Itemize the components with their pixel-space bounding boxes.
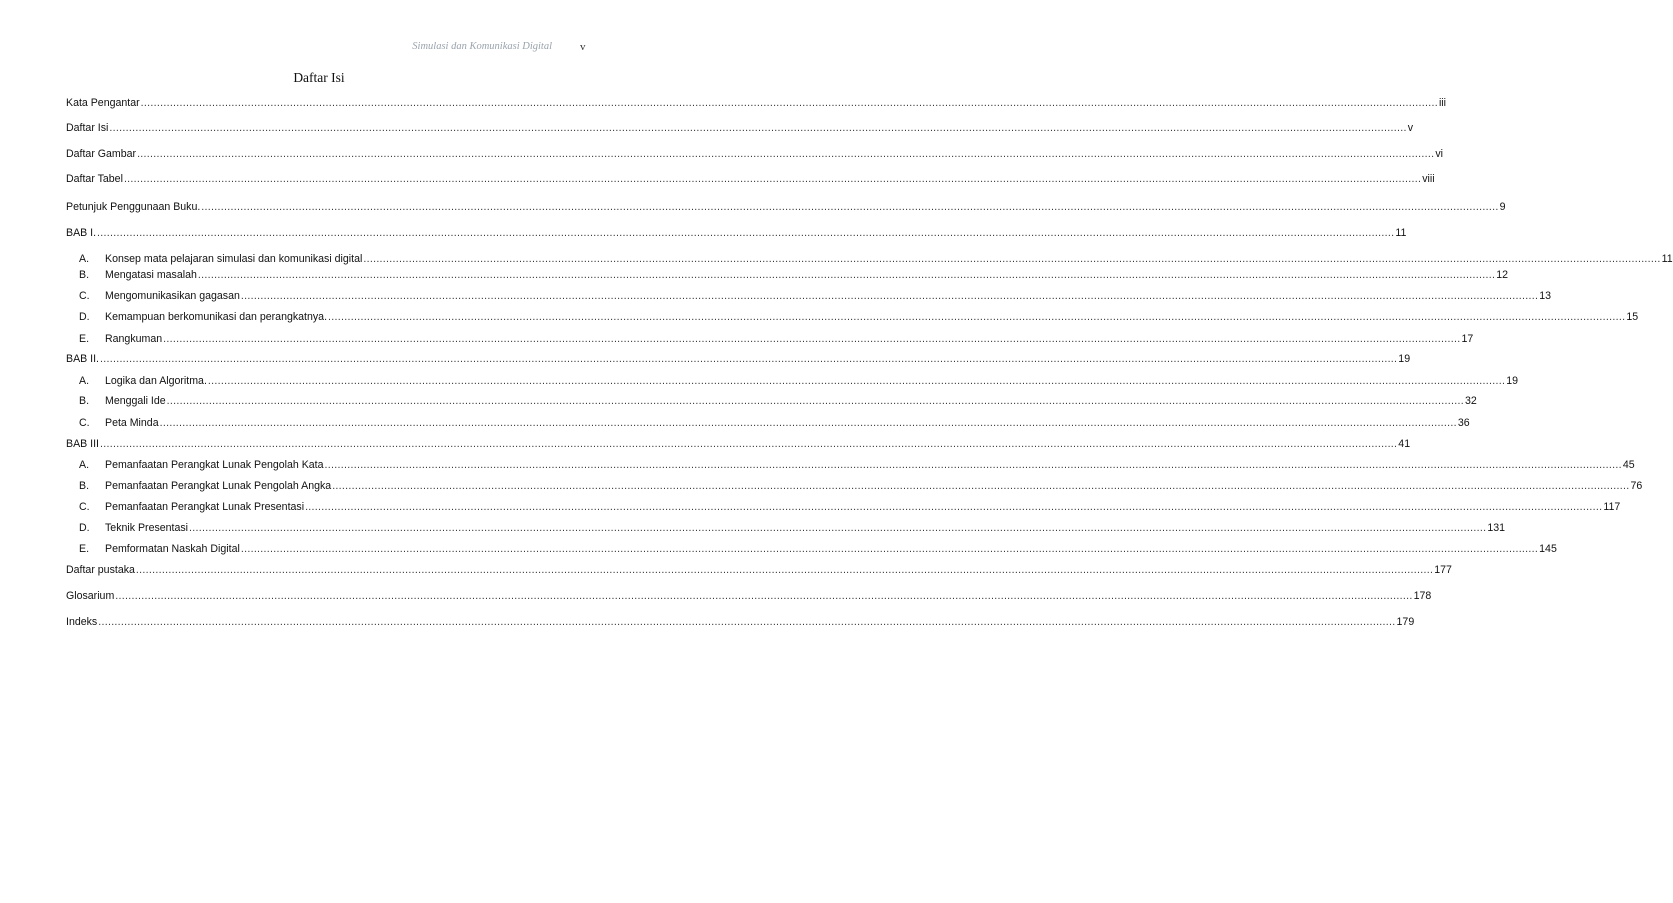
- toc-entry[interactable]: [79, 479, 1643, 493]
- header-book-title: Simulasi dan Komunikasi Digital: [412, 41, 552, 52]
- toc-entry[interactable]: [79, 310, 1639, 324]
- toc-entry-label: Logika dan Algoritma.: [105, 375, 207, 387]
- toc-dot-leader: ................................................................................................................................................................................................................................................................................................................................................................................................................: [197, 269, 1496, 281]
- toc-entry-page: 19: [1506, 375, 1518, 387]
- toc-entry-page: 17: [1461, 333, 1474, 345]
- toc-entry[interactable]: [66, 147, 1444, 161]
- toc-entry-page: 19: [1398, 353, 1411, 365]
- toc-entry[interactable]: [66, 200, 1506, 214]
- toc-dot-leader: ................................................................................................................................................................................................................................................................................................................................................................................................................: [240, 290, 1539, 302]
- toc-entry[interactable]: [66, 589, 1432, 603]
- toc-entry[interactable]: [79, 332, 1474, 346]
- toc-entry[interactable]: [66, 226, 1407, 240]
- toc-entry-number: B.: [79, 395, 90, 407]
- toc-entry-page: 11: [1395, 227, 1407, 239]
- toc-entry[interactable]: [79, 542, 1557, 556]
- toc-entry-number: A.: [79, 253, 90, 265]
- toc-entry[interactable]: [79, 521, 1506, 535]
- toc-entry[interactable]: [66, 121, 1413, 135]
- toc-entry-label: Konsep mata pelajaran simulasi dan komunikasi digital: [105, 253, 363, 265]
- toc-entry[interactable]: [66, 615, 1415, 629]
- running-header: [0, 41, 638, 55]
- toc-dot-leader: ................................................................................................................................................................................................................................................................................................................................................................................................................: [115, 590, 1413, 602]
- toc-dot-leader: ................................................................................................................................................................................................................................................................................................................................................................................................................: [97, 227, 1395, 239]
- toc-dot-leader: ................................................................................................................................................................................................................................................................................................................................................................................................................: [163, 333, 1461, 345]
- toc-entry-page: 36: [1457, 417, 1470, 429]
- toc-entry[interactable]: [79, 458, 1635, 472]
- toc-entry-page: 15: [1626, 311, 1639, 323]
- toc-entry-label: Kemampuan berkomunikasi dan perangkatnya.: [105, 311, 328, 323]
- toc-entry-label: Glosarium: [66, 590, 115, 602]
- toc-entry-label: BAB II.: [66, 353, 99, 365]
- toc-entry[interactable]: [79, 416, 1470, 430]
- toc-entry-label: Rangkuman: [105, 333, 163, 345]
- toc-entry-number: A.: [79, 375, 90, 387]
- toc-entry-label: Pemanfaatan Perangkat Lunak Pengolah Kata: [105, 459, 324, 471]
- toc-entry-label: Menggali Ide: [105, 395, 166, 407]
- toc-entry-label: Daftar Tabel: [66, 173, 123, 185]
- toc-entry-page: 131: [1487, 522, 1506, 534]
- toc-entry-page: 117: [1603, 501, 1621, 513]
- toc-dot-leader: ................................................................................................................................................................................................................................................................................................................................................................................................................: [305, 501, 1603, 513]
- toc-entry[interactable]: [66, 172, 1435, 186]
- toc-entry-number: B.: [79, 269, 90, 281]
- toc-dot-leader: ................................................................................................................................................................................................................................................................................................................................................................................................................: [140, 97, 1438, 109]
- toc-entry-page: v: [1407, 122, 1413, 134]
- toc-entry-number: D.: [79, 522, 90, 534]
- toc-entry-label: Teknik Presentasi: [105, 522, 189, 534]
- toc-dot-leader: ................................................................................................................................................................................................................................................................................................................................................................................................................: [99, 438, 1398, 450]
- toc-entry-label: Kata Pengantar: [66, 97, 140, 109]
- toc-dot-leader: ................................................................................................................................................................................................................................................................................................................................................................................................................: [159, 417, 1457, 429]
- toc-entry-label: Peta Minda: [105, 417, 159, 429]
- toc-entry-label: Indeks: [66, 616, 98, 628]
- toc-entry-page: viii: [1422, 173, 1435, 185]
- toc-entry-label: Daftar pustaka: [66, 564, 135, 576]
- toc-dot-leader: ................................................................................................................................................................................................................................................................................................................................................................................................................: [109, 122, 1407, 134]
- toc-entry-page: 178: [1413, 590, 1432, 602]
- toc-dot-leader: ................................................................................................................................................................................................................................................................................................................................................................................................................: [332, 480, 1630, 492]
- toc-entry-page: vi: [1435, 148, 1444, 160]
- toc-dot-leader: ................................................................................................................................................................................................................................................................................................................................................................................................................: [137, 148, 1435, 160]
- toc-entry-number: C.: [79, 290, 90, 302]
- toc-entry-page: 32: [1464, 395, 1477, 407]
- toc-dot-leader: ................................................................................................................................................................................................................................................................................................................................................................................................................: [98, 616, 1396, 628]
- toc-dot-leader: ................................................................................................................................................................................................................................................................................................................................................................................................................: [207, 375, 1506, 387]
- toc-entry-label: BAB I.: [66, 227, 97, 239]
- toc-entry[interactable]: [79, 394, 1477, 408]
- toc-entry[interactable]: [66, 352, 1411, 366]
- toc-entry-number: C.: [79, 501, 90, 513]
- toc-dot-leader: ................................................................................................................................................................................................................................................................................................................................................................................................................: [123, 173, 1422, 185]
- toc-entry[interactable]: [66, 96, 1446, 110]
- toc-dot-leader: ................................................................................................................................................................................................................................................................................................................................................................................................................: [363, 253, 1661, 265]
- toc-entry[interactable]: [66, 437, 1411, 451]
- toc-entry-number: B.: [79, 480, 90, 492]
- toc-entry-label: Mengatasi masalah: [105, 269, 197, 281]
- toc-entry-page: 41: [1398, 438, 1411, 450]
- toc-dot-leader: ................................................................................................................................................................................................................................................................................................................................................................................................................: [166, 395, 1464, 407]
- toc-dot-leader: ................................................................................................................................................................................................................................................................................................................................................................................................................: [240, 543, 1539, 555]
- toc-entry-page: 179: [1396, 616, 1415, 628]
- toc-entry-label: Petunjuk Penggunaan Buku.: [66, 201, 201, 213]
- toc-entry-page: 145: [1539, 543, 1557, 555]
- toc-entry-label: Daftar Isi: [66, 122, 109, 134]
- toc-entry-label: Pemanfaatan Perangkat Lunak Pengolah Angka: [105, 480, 332, 492]
- toc-entry[interactable]: [79, 289, 1551, 303]
- toc-dot-leader: ................................................................................................................................................................................................................................................................................................................................................................................................................: [324, 459, 1622, 471]
- toc-entry[interactable]: [66, 563, 1452, 577]
- toc-entry-number: C.: [79, 417, 90, 429]
- toc-dot-leader: ................................................................................................................................................................................................................................................................................................................................................................................................................: [201, 201, 1499, 213]
- toc-entry-number: D.: [79, 311, 90, 323]
- toc-entry[interactable]: [79, 500, 1621, 514]
- toc-entry-number: A.: [79, 459, 90, 471]
- toc-entry-number: E.: [79, 333, 90, 345]
- toc-dot-leader: ................................................................................................................................................................................................................................................................................................................................................................................................................: [135, 564, 1434, 576]
- toc-entry-page: 12: [1496, 269, 1508, 281]
- toc-entry-label: Pemanfaatan Perangkat Lunak Presentasi: [105, 501, 305, 513]
- toc-title: Daftar Isi: [293, 70, 345, 85]
- toc-dot-leader: ................................................................................................................................................................................................................................................................................................................................................................................................................: [328, 311, 1626, 323]
- toc-dot-leader: ................................................................................................................................................................................................................................................................................................................................................................................................................: [189, 522, 1487, 534]
- toc-entry-number: E.: [79, 543, 90, 555]
- toc-entry-page: 45: [1622, 459, 1635, 471]
- toc-entry-page: 9: [1499, 201, 1506, 213]
- header-page-number: v: [580, 41, 586, 53]
- toc-entry-page: iii: [1438, 97, 1446, 109]
- toc-entry-page: 11: [1661, 253, 1673, 265]
- toc-entry-label: BAB III: [66, 438, 99, 450]
- toc-dot-leader: ................................................................................................................................................................................................................................................................................................................................................................................................................: [99, 353, 1398, 365]
- toc-entry-label: Pemformatan Naskah Digital: [105, 543, 240, 555]
- toc-entry-page: 13: [1539, 290, 1551, 302]
- toc-entry-page: 76: [1630, 480, 1643, 492]
- toc-entry-label: Daftar Gambar: [66, 148, 137, 160]
- toc-entry-page: 177: [1434, 564, 1452, 576]
- toc-entry[interactable]: [79, 374, 1518, 388]
- toc-entry[interactable]: [79, 268, 1508, 282]
- toc-entry-label: Mengomunikasikan gagasan: [105, 290, 240, 302]
- toc-entry[interactable]: [79, 252, 1673, 266]
